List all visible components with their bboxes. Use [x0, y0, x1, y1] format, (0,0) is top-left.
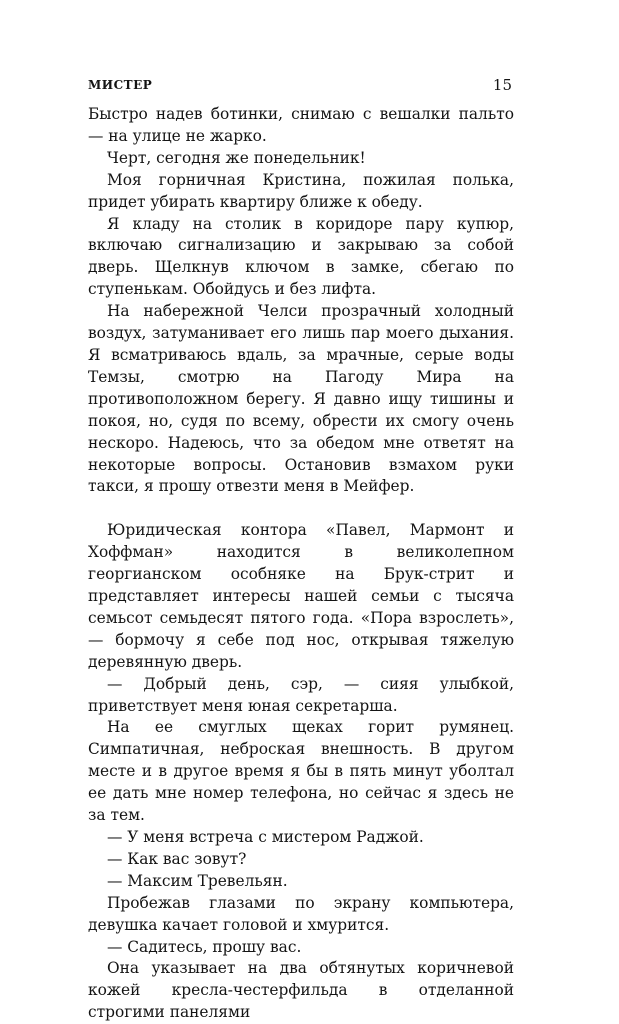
paragraph: Моя горничная Кристина, пожилая полька, придет убирать квартиру ближе к обеду. [88, 170, 514, 211]
body-text [88, 104, 514, 1024]
paragraph: Черт, сегодня же понедельник! [107, 148, 366, 167]
paragraph: Быстро надев ботинки, снимаю с вешалки пальто — на улице не жарко. [88, 105, 514, 145]
running-header [88, 76, 512, 96]
paragraph: — Добрый день, сэр, — сияя улыбкой, приветствует меня юная секретарша. [88, 674, 514, 715]
paragraph: — Садитесь, прошу вас. [107, 937, 302, 956]
paragraph: На ее смуглых щеках горит румянец. Симпатичная, неброская внешность. В другом месте и в другое время я бы в пять минут уболтал ее дать мне номер телефона, но сейчас я здесь не за тем. [88, 718, 514, 825]
paragraph: Она указывает на два обтянутых коричневой кожей кресла-честерфильда в отделанной строгими панелями [88, 959, 514, 1022]
paragraph: На набережной Челси прозрачный холодный воздух, затуманивает его лишь пар моего дыхания. Я всматриваюсь вдаль, за мрачные, серые воды Темзы, смотрю на Пагоду Мира на противоположном берегу. Я давно ищу тишины и покоя, но, судя по всему, обрести их смогу очень нескоро. Надеюсь, что за обедом мне ответят на некоторые вопросы. Остановив взмахом руки такси, я прошу отвезти меня в Мейфер. [88, 302, 514, 496]
paragraph: — Как вас зовут? [107, 849, 247, 868]
paragraph: Я кладу на столик в коридоре пару купюр, включаю сигнализацию и закрываю за собой дверь. Щелкнув ключом в замке, сбегаю по ступенькам. Обойдусь и без лифта. [88, 214, 514, 299]
paragraph: Юридическая контора «Павел, Мармонт и Хоффман» находится в великолепном георгианском особняке на Брук-стрит и представляет интересы нашей семьи с тысяча семьсот семьдесят пятого года. «Пора взрослеть», — бормочу я себе под нос, открывая тяжелую деревянную дверь. [88, 521, 514, 671]
page-number: 15 [492, 76, 512, 94]
paragraph: Пробежав глазами по экрану компьютера, девушка качает головой и хмурится. [88, 893, 514, 934]
chapter-title: МИСТЕР [88, 78, 153, 92]
paragraph: — У меня встреча с мистером Раджой. [107, 828, 424, 846]
paragraph: — Максим Тревельян. [107, 871, 288, 890]
